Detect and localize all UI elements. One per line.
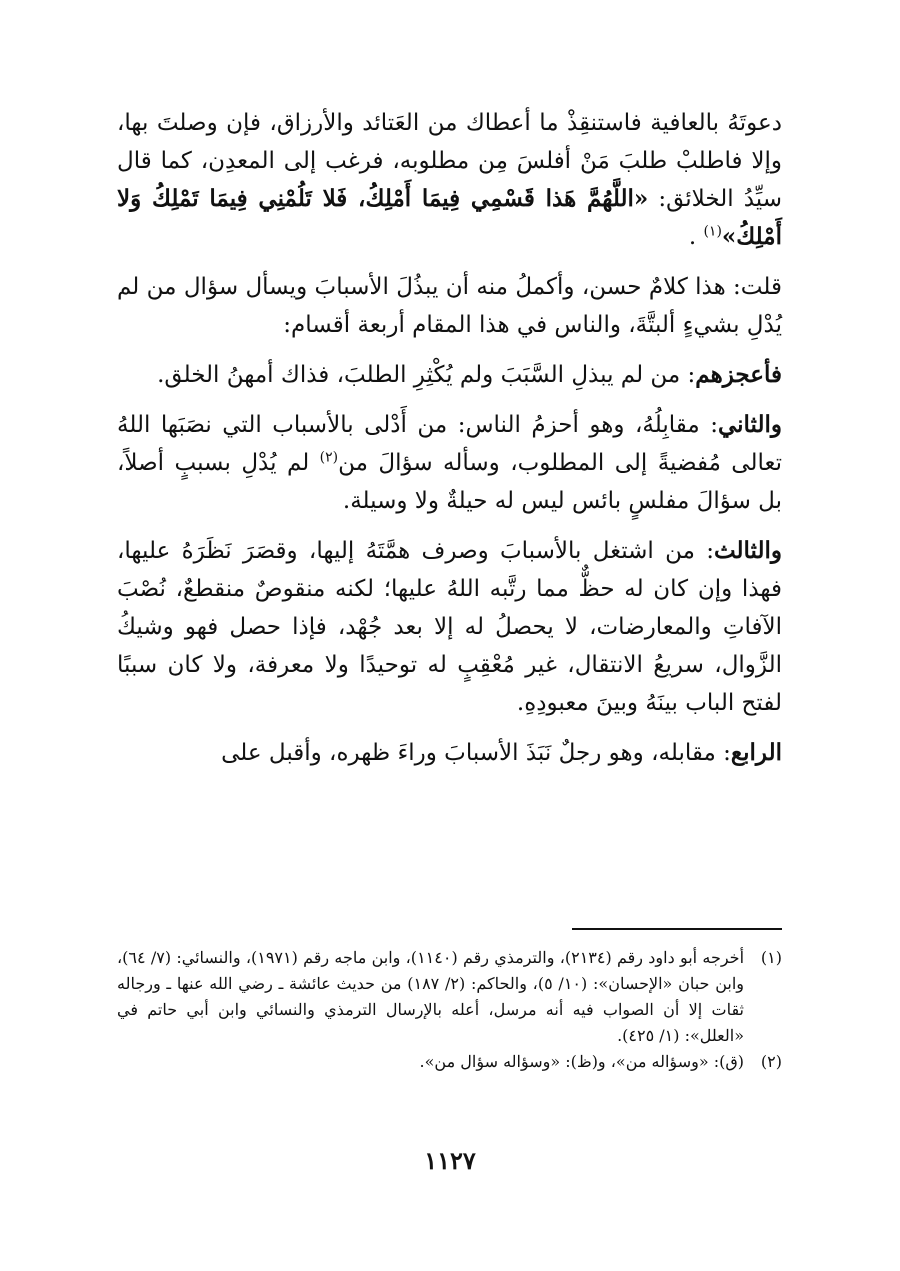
paragraph-1	[117, 104, 782, 256]
paragraph-4-tail: لم يُدْلِ بسببٍ أصلاً، بل سؤالَ مفلسٍ بائس ليس له حيلةٌ ولا وسيلة.	[117, 450, 782, 514]
paragraph-3	[117, 356, 782, 394]
paragraph-6-text: : مقابله، وهو رجلٌ نَبَذَ الأسبابَ وراءَ ظهره، وأقبل على	[221, 740, 731, 766]
footnote-ref-2[interactable]: (٢)	[319, 449, 339, 466]
footnote-divider	[572, 928, 782, 930]
main-text	[117, 104, 782, 784]
footnote-2-text: (ق): «وسؤاله من»، و(ظ): «وسؤاله سؤال من».	[419, 1052, 744, 1071]
paragraph-5-text: : من اشتغل بالأسبابَ وصرف همَّتَهُ إليها، وقصَرَ نَظَرَهُ عليها، فهذا وإن كان له حظٌّ مما رتَّبه اللهُ عليها؛ لكنه منقوصٌ منقطعٌ، نُصْبَ الآفاتِ والمعارضات، لا يحصلُ له إلا بعد جُهْد، فإذا حصل فهو وشيكُ الزَّوال، سريعُ الانتقال، غير مُعْقِبٍ له توحيدًا ولا معرفة، ولا كان سببًا لفتح الباب بينَهُ وبينَ معبودِهِ.	[117, 538, 782, 716]
paragraph-4-text: : مقابِلُهُ، وهو أحزمُ الناس: من أَدْلى بالأسباب التي نصَبَها اللهُ تعالى مُفضيةً إلى المطلوب، وسأله سؤالَ من	[117, 412, 782, 476]
paragraph-2	[117, 268, 782, 344]
paragraph-6	[117, 734, 782, 772]
paragraph-5-lead: والثالث	[713, 537, 782, 564]
paragraph-5	[117, 532, 782, 722]
footnote-2	[117, 1049, 782, 1075]
page-number: ١١٢٧	[424, 1146, 476, 1175]
footnote-1-text: أخرجه أبو داود رقم (٢١٣٤)، والترمذي رقم (١١٤٠)، وابن ماجه رقم (١٩٧١)، والنسائي: (٧/ ٦٤)، وابن حبان «الإحسان»: (١٠/ ٥)، والحاكم: (٢/ ١٨٧) من حديث عائشة ـ رضي الله عنها ـ ورجاله ثقات إلا أن الصواب فيه أنه مرسل، أعله بالإرسال الترمذي والنسائي وابن أبي حاتم في «العلل»: (١/ ٤٢٥).	[117, 948, 745, 1045]
paragraph-3-text: : من لم يبذلِ السَّبَبَ ولم يُكْثِرِ الطلبَ، فذاك أمهنُ الخلق.	[157, 362, 696, 388]
paragraph-4	[117, 406, 782, 520]
paragraph-4-lead: والثاني	[717, 411, 782, 438]
hadith-quote: «اللَّهُمَّ هَذا قَسْمِي فِيمَا أَمْلِكُ، فَلا تَلُمْنِي فِيمَا تَمْلِكُ وَلا أَمْلِكُ»	[117, 185, 782, 250]
footnote-2-number: (٢)	[760, 1052, 782, 1071]
paragraph-1-tail: .	[688, 224, 704, 250]
footnotes	[117, 945, 782, 1075]
paragraph-3-lead: فأعجزهم	[695, 361, 782, 388]
footnote-ref-1[interactable]: (١)	[703, 223, 722, 240]
paragraph-6-lead: الرابع	[730, 739, 782, 766]
paragraph-2-text: قلت: هذا كلامٌ حسن، وأكملُ منه أن يبذُلَ الأسبابَ ويسأل سؤال من لم يُدْلِ بشيءٍ ألبتَّةَ، والناس في هذا المقام أربعة أقسام:	[117, 274, 782, 338]
footnote-1	[117, 945, 782, 1049]
paragraph-1-text: دعوتَهُ بالعافية فاستنقِذْ ما أعطاك من العَتائد والأرزاق، فإن وصلتَ بها، وإلا فاطلبْ طلبَ مَنْ أفلسَ مِن مطلوبه، فرغب إلى المعدِن، كما قال سيِّدُ الخلائق:	[117, 110, 782, 212]
footnote-1-number: (١)	[760, 948, 782, 967]
